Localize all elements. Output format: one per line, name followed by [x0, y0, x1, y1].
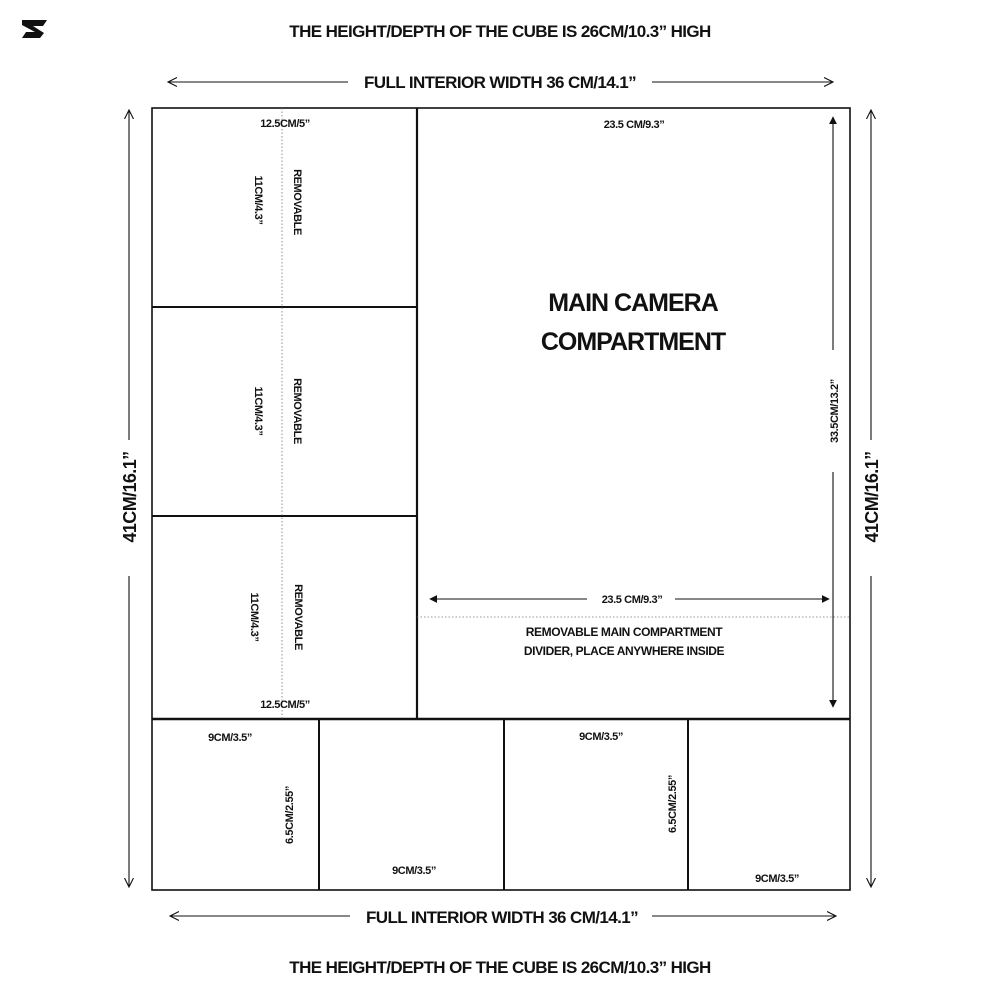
compartment-3-note: REMOVABLE [292, 584, 304, 650]
bottom-cell-4-width: 9CM/3.5” [755, 873, 799, 885]
main-compartment-height-dimension [829, 117, 841, 707]
bottom-width-dimension [170, 908, 836, 927]
bottom-cell-1-height: 6.5CM/2.55” [284, 786, 296, 844]
compartment-2-height: 11CM/4.3” [252, 386, 264, 436]
right-height-dimension [862, 110, 882, 887]
main-compartment-title-line2: COMPARTMENT [540, 328, 726, 356]
bottom-width-label: FULL INTERIOR WIDTH 36 CM/14.1” [365, 908, 639, 927]
main-divider-width-dimension [430, 594, 829, 606]
left-column-top-width: 12.5CM/5” [260, 118, 310, 130]
footer-height-note: THE HEIGHT/DEPTH OF THE CUBE IS 26CM/10.3” HIGH [289, 958, 711, 977]
main-divider-note-line2: DIVIDER, PLACE ANYWHERE INSIDE [523, 644, 725, 658]
bottom-cell-1-width: 9CM/3.5” [208, 732, 252, 744]
right-height-label: 41CM/16.1” [862, 451, 882, 543]
bottom-cell-3-width: 9CM/3.5” [579, 731, 623, 743]
header-height-note: THE HEIGHT/DEPTH OF THE CUBE IS 26CM/10.3” HIGH [289, 22, 711, 41]
top-width-dimension [168, 73, 833, 92]
top-width-label: FULL INTERIOR WIDTH 36 CM/14.1” [363, 73, 637, 92]
main-divider-width-label: 23.5 CM/9.3” [601, 594, 663, 606]
compartment-1-note: REMOVABLE [291, 169, 303, 235]
bottom-cell-3-height: 6.5CM/2.55” [667, 775, 679, 833]
main-compartment-title-line1: MAIN CAMERA [548, 289, 718, 317]
compartment-3-height: 11CM/4.3” [248, 592, 260, 642]
bottom-cell-2-width: 9CM/3.5” [392, 865, 436, 877]
outer-box [152, 108, 850, 890]
main-compartment-height-label: 33.5CM/13.2” [829, 379, 841, 443]
compartment-2-note: REMOVABLE [291, 378, 303, 444]
s-logo-icon [22, 20, 47, 38]
left-column-bottom-width: 12.5CM/5” [260, 699, 310, 711]
main-divider-note-line1: REMOVABLE MAIN COMPARTMENT [525, 625, 723, 639]
compartment-1-height: 11CM/4.3” [252, 175, 264, 225]
left-height-dimension [120, 110, 140, 887]
left-height-label: 41CM/16.1” [120, 451, 140, 543]
main-compartment-top-width: 23.5 CM/9.3” [603, 119, 665, 131]
